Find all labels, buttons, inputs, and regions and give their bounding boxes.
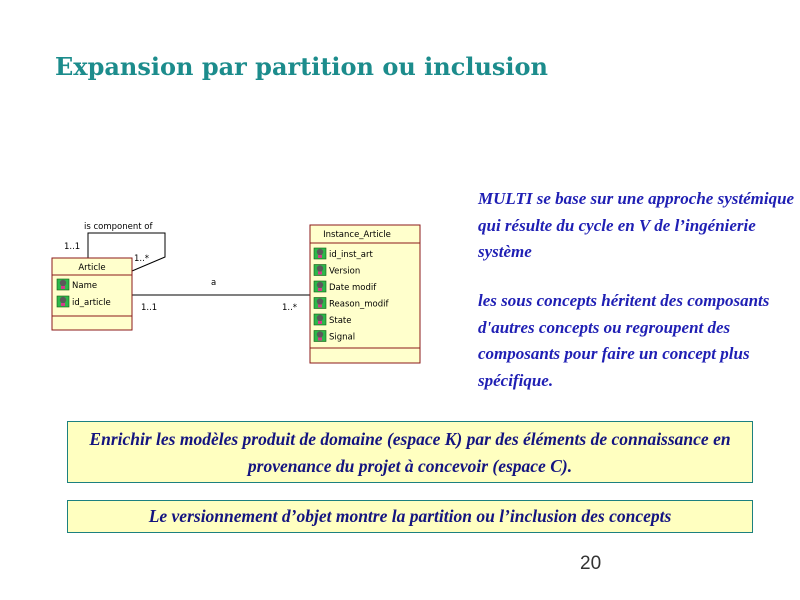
attribute-lock-icon bbox=[314, 281, 326, 292]
class-attribute: Name bbox=[72, 281, 98, 291]
paragraph-multi: MULTI se base sur une approche systémique qui résulte du cycle en V de l’ingénierie système bbox=[478, 189, 795, 261]
attribute-lock-icon bbox=[314, 314, 326, 325]
assoc-mult-left: 1..1 bbox=[141, 303, 158, 313]
callout-enrichir-text: Enrichir les modèles produit de domaine (espace K) par des éléments de connaissance en provenance du projet à concevoir (espace C). bbox=[89, 429, 731, 476]
self-mult-left: 1..1 bbox=[64, 242, 81, 252]
callout-versionnement-text: Le versionnement d’objet montre la partition ou l’inclusion des concepts bbox=[148, 506, 672, 526]
callout-versionnement bbox=[67, 500, 753, 533]
association-label: a bbox=[211, 278, 217, 288]
attribute-lock-icon bbox=[314, 265, 326, 276]
attribute-lock-icon bbox=[314, 248, 326, 259]
attribute-lock-icon bbox=[314, 331, 326, 342]
class-attribute: State bbox=[329, 316, 352, 326]
class-attribute: Reason_modif bbox=[329, 299, 389, 310]
page-number: 20 bbox=[580, 553, 602, 574]
attribute-lock-icon bbox=[57, 279, 69, 290]
callout-enrichir bbox=[67, 421, 753, 483]
class-instance-name: Instance_Article bbox=[323, 230, 391, 240]
self-association-label: is component of bbox=[84, 222, 153, 232]
class-attribute: id_article bbox=[72, 298, 111, 308]
slide-title: Expansion par partition ou inclusion bbox=[55, 52, 548, 81]
class-attribute: Version bbox=[329, 266, 361, 277]
class-article bbox=[52, 258, 132, 330]
class-attribute: id_inst_art bbox=[329, 250, 373, 260]
assoc-mult-right: 1..* bbox=[282, 303, 298, 313]
class-attribute: Signal bbox=[329, 332, 356, 343]
class-attribute: Date modif bbox=[329, 283, 377, 293]
class-instance-article bbox=[310, 225, 420, 363]
paragraph-sous-concepts: les sous concepts héritent des composants d'autres concepts ou regroupent des composants pour faire un concept plus spécifique. bbox=[478, 291, 770, 390]
self-mult-right: 1..* bbox=[134, 254, 150, 264]
class-article-name: Article bbox=[78, 263, 106, 273]
attribute-lock-icon bbox=[57, 296, 69, 307]
attribute-lock-icon bbox=[314, 298, 326, 309]
